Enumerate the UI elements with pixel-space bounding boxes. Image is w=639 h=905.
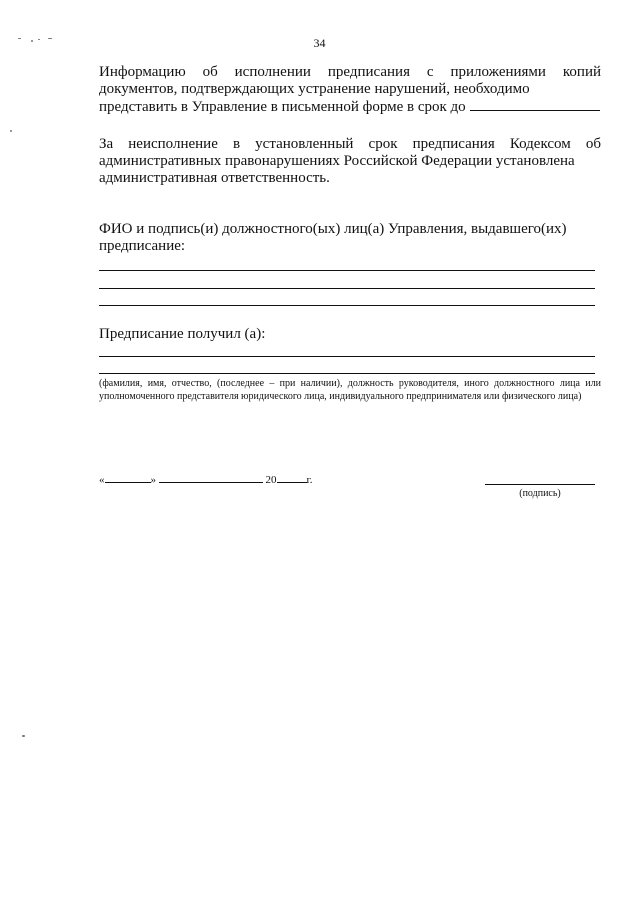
issuer-officials-text: ФИО и подпись(и) должностного(ых) лиц(а) Управления, выдавшего(их) [99,221,567,237]
issuer-signature-line-2[interactable] [99,288,595,289]
deadline-date-blank[interactable] [470,98,600,111]
scan-speck [10,130,12,132]
liability-paragraph [99,136,601,187]
year-blank[interactable] [277,472,307,483]
month-blank[interactable] [159,472,263,483]
scan-speck [31,40,33,42]
recipient-line-1[interactable] [99,356,595,357]
submission-deadline-paragraph [99,64,601,116]
date-line [99,472,313,486]
year-prefix: 20 [265,474,277,486]
issuer-signature-line-3[interactable] [99,305,595,306]
recipient-caption: (фамилия, имя, отчество, (последнее – при наличии), должность руководителя, иного должностного лица или уполномоченного представителя юридического лица, индивидуального предпринимателя или физического лица) [99,378,601,402]
scan-speck [18,38,21,39]
signature-label: (подпись) [519,488,561,499]
received-label: Предписание получил (а): [99,326,266,342]
page-number: 34 [313,36,326,50]
submission-deadline-text: Информацию об исполнении предписания с приложениями копий документов, подтверждающих устранение нарушений, необходимо [99,64,601,97]
scan-speck [38,39,40,40]
day-blank[interactable] [105,472,151,483]
recipient-line-2[interactable] [99,373,595,374]
signature-line[interactable] [485,484,595,485]
issuer-officials-last-line: предписание: [99,238,186,254]
scan-speck [22,735,25,737]
issuer-signature-line-1[interactable] [99,270,595,271]
liability-text: За неисполнение в установленный срок предписания Кодексом об административных правонарушениях Российской Федерации установлена [99,136,601,169]
date-open-quote: « [99,474,105,486]
issuer-officials-paragraph [99,221,601,255]
scan-speck [48,38,52,39]
date-close-quote: » [150,474,156,486]
liability-last-line: административная ответственность. [99,170,330,186]
year-suffix: г. [306,474,313,486]
submission-deadline-last-line: представить в Управление в письменной форме в срок до [99,99,466,115]
